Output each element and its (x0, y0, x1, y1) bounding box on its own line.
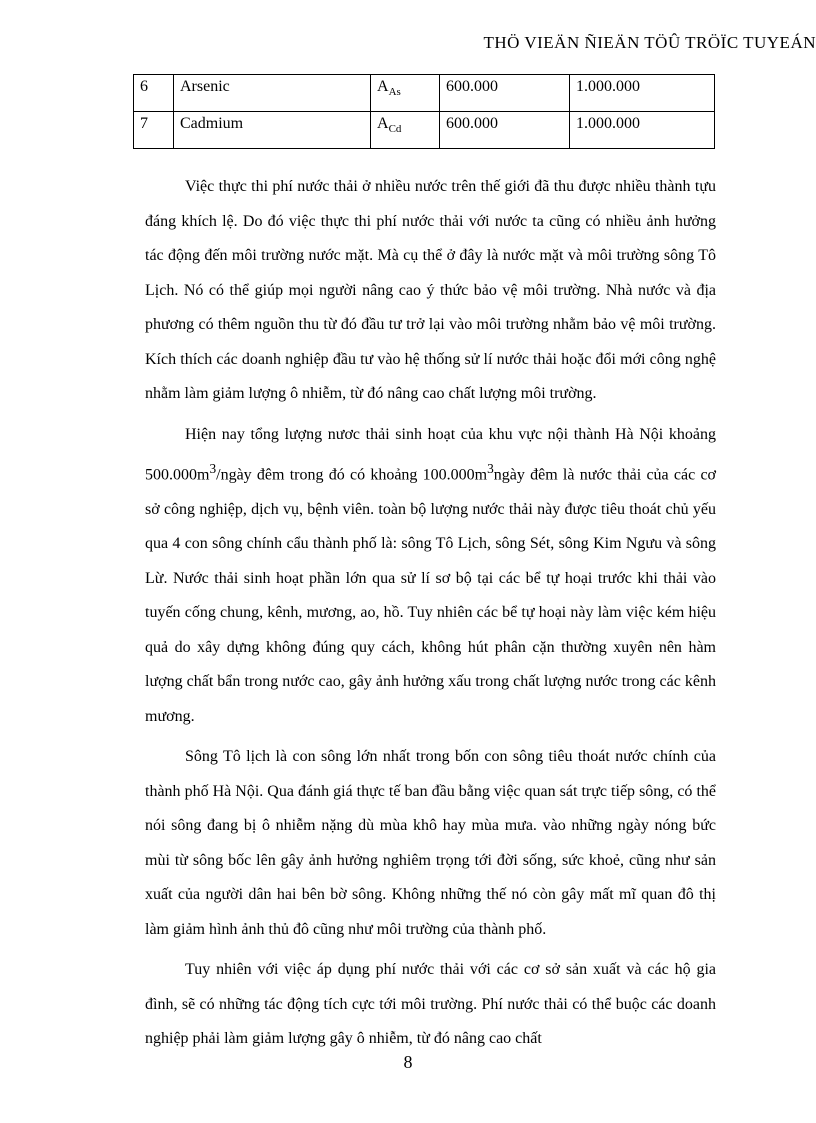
table-row (134, 112, 715, 149)
paragraph-2-part-a: Hiện nay tổng lượng nươc thải sinh hoạt của khu vực nội thành Hà Nội khoảng 500.000m (145, 425, 716, 484)
pollutant-symbol (371, 112, 440, 149)
symbol-subscript: As (388, 86, 401, 99)
body-text (145, 170, 716, 1063)
fee-min: 600.000 (440, 75, 570, 112)
paragraph-2 (145, 418, 716, 735)
paragraph-2-part-c: ngày đêm là nước thải của các cơ sở công nghiệp, dịch vụ, bệnh viên. toàn bộ lượng nước thải này được tiêu thoát chủ yếu qua 4 con sông chính cẩu thành phố là: sông Tô Lịch, sông Sét, sông Kim Ngưu và sông Lừ. Nước thải sinh hoạt phần lớn qua sử lí sơ bộ tại các bể tự hoại trước khi thải vào tuyến cống chung, kênh, mương, ao, hồ. Tuy nhiên các bể tự hoại này làm việc kém hiệu quả do xây dựng không đúng quy cách, không hút phân cặn thường xuyên nên hàm lượng chất bẩn trong nước cao, gây ảnh hưởng xấu trong chất lượng nước trong các kênh mương. (145, 466, 717, 725)
superscript: 3 (209, 461, 217, 476)
pollutant-fee-table (133, 74, 715, 149)
superscript: 3 (487, 461, 494, 476)
fee-min: 600.000 (440, 112, 570, 149)
fee-max: 1.000.000 (570, 75, 715, 112)
paragraph-4: Tuy nhiên với việc áp dụng phí nước thải với các cơ sở sản xuất và các hộ gia đình, sẽ có những tác động tích cực tới môi trường. Phí nước thải có thể buộc các doanh nghiệp phải làm giảm lượng gây ô nhiễm, từ đó nâng cao chất (145, 961, 716, 1048)
page-number: 8 (403, 1052, 413, 1072)
paragraph-2-part-b: /ngày đêm trong đó có khoảng 100.000m (216, 466, 488, 484)
paragraph-1: Việc thực thi phí nước thải ở nhiều nước trên thế giới đã thu được nhiều thành tựu đáng khích lệ. Do đó việc thực thi phí nước thải với nước ta cũng có nhiều ảnh hưởng tác động đến môi trường nước mặt. Mà cụ thể ở đây là nước mặt và môi trường sông Tô Lịch. Nó có thể giúp mọi người nâng cao ý thức bảo vệ môi trường. Nhà nước và địa phương có thêm nguồn thu từ đó đầu tư trở lại vào môi trường nhằm bảo vệ môi trường. Kích thích các doanh nghiệp đầu tư vào hệ thống sử lí nước thải hoặc đổi mới công nghệ nhằm làm giảm lượng ô nhiễm, từ đó nâng cao chất lượng môi trường. (145, 178, 716, 402)
symbol-base: A (377, 115, 389, 132)
symbol-base: A (377, 78, 389, 95)
paragraph-3: Sông Tô lịch là con sông lớn nhất trong bốn con sông tiêu thoát nước chính của thành phố Hà Nội. Qua đánh giá thực tế ban đầu bằng việc quan sát trực tiếp sông, có thể nói sông đang bị ô nhiễm nặng dù mùa khô hay mùa mưa. vào những ngày nóng bức mùi từ sông bốc lên gây ảnh hưởng nghiêm trọng tới đời sống, sức khoẻ, cũng như sản xuất của người dân hai bên bờ sông. Không những thế nó còn gây mất mĩ quan đô thị làm giảm hình ảnh thủ đô cũng như môi trường của thành phố. (145, 748, 716, 938)
pollutant-symbol (371, 75, 440, 112)
row-number: 7 (134, 112, 174, 149)
page-header: THÖ VIEÄN ÑIEÄN TÖÛ TRÖÏC TUYEÁN (483, 33, 816, 52)
symbol-subscript: Cd (388, 123, 402, 136)
pollutant-name: Cadmium (174, 112, 371, 149)
table-row (134, 75, 715, 112)
pollutant-name: Arsenic (174, 75, 371, 112)
fee-max: 1.000.000 (570, 112, 715, 149)
row-number: 6 (134, 75, 174, 112)
